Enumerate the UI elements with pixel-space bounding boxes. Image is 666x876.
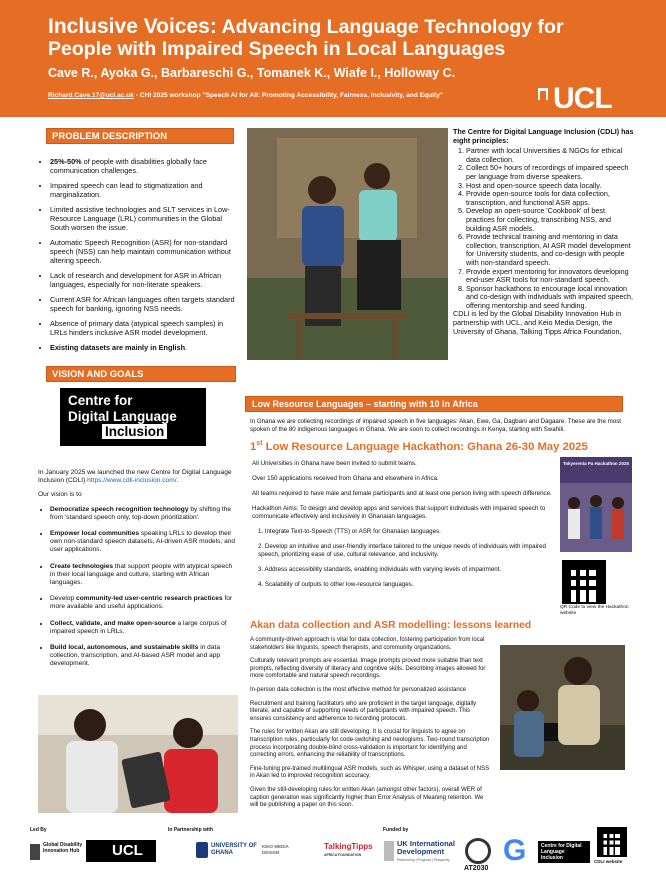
problem-item-bold: 25%-50% — [50, 157, 82, 166]
vision-item-text: by shifting the from 'standard speech only, top-down prioritization'. — [50, 505, 232, 521]
author-list: Cave R., Ayoka G., Barbareschi G., Tomanek K., Wiafe I., Holloway C. — [48, 66, 456, 80]
participants-photo — [247, 128, 448, 360]
lrl-intro: In Ghana we are collecting recordings of impaired speech in five languages: Akan, Ewe, Ga, Dagbani and Dagaare. These are the most spoken of the 80 indigenous languages in Ghana. We are soon to collect recordings in Kenya, starting with Swahili. — [250, 418, 622, 433]
vision-item — [50, 563, 238, 588]
vision-item — [50, 530, 238, 555]
gdi-logo-icon — [30, 844, 40, 860]
hackathon-aim: 3. Address accessibility standards, enabling individuals with varying levels of impairment. — [258, 566, 502, 573]
principles-footer: CDLI is led by the Global Disability Innovation Hub in partnership with UCL, and Keio Media Design, the University of Ghana, Talking Tipps Africa Foundation, — [453, 309, 622, 336]
training-photo — [38, 695, 238, 813]
hackathon-title-sup: st — [256, 440, 263, 447]
hackathon-aim: 2. Develop an intuitive and user-friendly interface tailored to the unique needs of individuals with impaired speech, prioritizing ease of use, cultural relevance, and inclusivity. — [258, 543, 546, 558]
principles-heading: The Centre for Digital Language Inclusion (CDLI) has eight principles: — [453, 127, 634, 145]
hackathon-title-rest: Low Resource Language Hackathon: Ghana 26-30 May 2025 — [262, 440, 588, 453]
cdli-footer-logo-bg — [538, 841, 590, 863]
workshop-text: - CHI 2025 workshop "Speech AI for All: Promoting Accessibility, Fairness, Inclusivity, and Equity" — [133, 92, 443, 99]
problem-item-text: Lack of research and development for ASR in African languages, especially for non-literate speakers. — [50, 271, 222, 289]
hackathon-photo-art — [560, 483, 632, 552]
vision-item — [50, 506, 238, 522]
keio-logo: KEIO MEDIA DESIGN — [262, 844, 289, 855]
hackathon-photo — [560, 457, 632, 552]
problem-item — [50, 205, 240, 232]
talkingtipps-logo: TalkingTipps — [324, 842, 373, 851]
participants-photo-art — [247, 128, 448, 360]
problem-item — [50, 319, 240, 337]
cdli-qr-caption: CDLI website — [594, 859, 623, 864]
ucl-footer-logo: UCL — [112, 842, 143, 859]
problem-item — [50, 295, 240, 313]
hackathon-photo-caption: Tokyerenta Pa Hackathon 2025 — [563, 461, 629, 466]
cdli-link[interactable]: https://www.cdli-inclusion.com/ — [87, 477, 177, 485]
hackathon-title-num: 1 — [250, 440, 257, 453]
akan-paragraph: Culturally relevant prompts are essential. Image prompts proved more suitable than text prompts, reflecting diversity of literacy and cognitive skills. Describing images allowed for more comfortable and natural speech recordings. — [250, 658, 486, 680]
akan-paragraph: Fine-tuning pre-trained multilingual ASR models, such as Whisper, using a dataset of NSS in Akan led to improved recognition accuracy. — [250, 765, 490, 780]
principle-item: 7. Provide expert mentoring for innovators developing end-user ASR tools for non-standard speech. — [466, 268, 635, 285]
vision-item-bold: Build local, autonomous, and sustainable skills — [50, 644, 199, 652]
cdli-principles — [453, 128, 635, 336]
ucl-logo: UCL — [553, 82, 612, 115]
vision-item — [50, 595, 238, 611]
cdli-logo-line1: Centre for — [68, 393, 133, 408]
vision-item-bold: Create technologies — [50, 562, 114, 570]
akan-body — [250, 637, 490, 816]
vision-intro — [38, 469, 238, 485]
training-photo-art — [38, 695, 238, 813]
akan-paragraph: Recruitment and training facilitators who are proficient in the target language, digitally literate, and capable of supporting needs of participants with impaired speech. This ensures consistency and adherence to recording protocols. — [250, 700, 477, 722]
hackathon-p2: Over 150 applications received from Ghana and elsewhere in Africa. — [252, 475, 439, 482]
problem-item-text: of people with disabilities globally face communication challenges. — [50, 157, 207, 175]
hackathon-qr-code[interactable] — [562, 560, 606, 604]
hackathon-p1: All Universities in Ghana have been invited to submit teams. — [252, 460, 417, 467]
ukid-sub: Partnership | Progress | Prosperity — [397, 858, 450, 862]
vision-heading: VISION AND GOALS — [46, 366, 236, 382]
problem-item-text: Absence of primary data (atypical speech samples) in LRLs hinders inclusive ASR model development. — [50, 319, 224, 337]
poster-title — [48, 16, 608, 60]
ghana-crest-icon — [196, 842, 208, 858]
cdli-footer-logo: Centre for Digital Language Inclusion — [541, 843, 582, 861]
lrl-heading: Low Resource Languages – starting with 10 in Africa — [245, 396, 623, 412]
vision-list — [50, 506, 238, 669]
vision-text — [38, 469, 238, 677]
ukid-crest-icon — [384, 841, 394, 861]
vision-intro-end: . — [176, 477, 179, 485]
problem-item-text: . — [185, 343, 188, 352]
problem-item-text: Limited assistive technologies and SLT services in Low-Resource Language (LRL) communities in the Global South worsen the issue. — [50, 205, 230, 232]
vision-item — [50, 644, 238, 669]
problem-list — [38, 157, 240, 358]
cdli-logo-line2: Digital Language — [68, 408, 177, 424]
vision-item-text: that support people with atypical speech in their local language and culture, starting with African languages. — [50, 562, 233, 587]
ucl-portico-icon — [538, 88, 548, 100]
vision-item-bold: Collect, validate, and make open-source — [50, 619, 176, 627]
gdi-logo: Global Disability Innovation Hub — [43, 842, 83, 854]
recording-photo-art — [500, 645, 625, 770]
hackathon-body — [252, 460, 552, 596]
vision-item-pre: Develop — [50, 595, 77, 603]
principle-item: 8. Sponsor hackathons to encourage local innovation and co-design with individuals with impaired speech, offering mentorship and seed funding. — [466, 285, 635, 311]
ucl-footer-logo-bg — [86, 840, 156, 862]
hackathon-p4: Hackathon Aims: To design and develop apps and services that support individuals with impaired speech to communicate effectively and inclusively in Ghanaian languages. — [252, 505, 546, 520]
principle-item: 6. Provide technical training and mentoring in data collection, transcription, AI ASR model development for University students, and co-design with people with non-standard speech. — [466, 233, 635, 267]
partnership-label: In Partnership with — [168, 827, 214, 833]
problem-item — [50, 157, 240, 175]
problem-item — [50, 181, 240, 199]
problem-item-text: Impaired speech can lead to stigmatization and marginalization. — [50, 181, 203, 199]
principles-list — [466, 147, 635, 310]
hackathon-aim: 1. Integrate Text-to-Speech (TTS) or ASR for Ghanaian languages. — [258, 528, 441, 535]
akan-paragraph: In-person data collection is the most effective method for personalized assistance — [250, 686, 467, 693]
problem-heading: PROBLEM DESCRIPTION — [46, 128, 234, 144]
vision-intro-text: In January 2025 we launched the new Centre for Digital Language Inclusion (CDLI) — [38, 469, 232, 485]
problem-item-bold: Existing datasets are mainly in English — [50, 343, 186, 352]
led-by-label: Led By — [30, 827, 47, 833]
akan-heading: Akan data collection and ASR modelling: lessons learned — [250, 620, 532, 631]
vision-item-text: speaking LRLs to develop their own non-standard speech datasets, AI-driven ASR models, and user applications. — [50, 530, 236, 554]
vision-item — [50, 620, 238, 636]
principle-item: 5. Develop an open-source 'Cookbook' of best practices for collecting, transcribing NSS, and building ASR models. — [466, 207, 635, 233]
akan-paragraph: The rules for written Akan are still developing. It is crucial for linguists to agree on transcription rules, particularly for code-switching and neologisms. Two-round transcription process incorporating double-blind cross-validation is important for identifying and correcting errors, enhancing the reliability of transcriptions. — [250, 729, 490, 759]
at2030-logo: AT2030 — [464, 865, 489, 872]
hackathon-aims — [258, 528, 552, 589]
recording-photo — [500, 645, 625, 770]
google-logo: G — [503, 834, 527, 867]
title-lead: Inclusive Voices: — [48, 15, 217, 38]
cdli-logo-line3: Inclusion — [102, 424, 167, 439]
cdli-qr-code[interactable] — [597, 827, 627, 857]
problem-item — [50, 343, 240, 352]
header-banner — [0, 0, 666, 117]
principle-item: 3. Host and open-source speech data locally. — [466, 182, 635, 191]
principle-item: 1. Partner with local Universities & NGOs for ethical data collection. — [466, 147, 635, 164]
principle-item: 4. Provide open-source tools for data collection, transcription, and functional ASR apps. — [466, 190, 635, 207]
vision-item-text: for more available and useful applications. — [50, 595, 233, 611]
ukid-logo: UK International Development — [397, 839, 455, 856]
funded-label: Funded by — [383, 827, 409, 833]
hackathon-qr-caption: QR Code to view the Hackathon website — [560, 605, 629, 616]
vision-item-text: in data collection, transcription, and AI-based ASR model and app development. — [50, 644, 221, 668]
ghana-logo: UNIVERSITY OF GHANA — [211, 843, 257, 856]
problem-item — [50, 238, 240, 265]
problem-item-text: Current ASR for African languages often targets standard speech for banking, ignoring NSS needs. — [50, 295, 235, 313]
vision-item-bold: Empower local communities — [50, 530, 140, 538]
vision-lead: Our vision is to — [38, 491, 82, 499]
vision-item-bold: Democratize speech recognition technology — [50, 505, 189, 513]
sponsor-footer — [0, 822, 666, 876]
title-rest: Advancing Language Technology for People with Impaired Speech in Local Languages — [48, 16, 564, 60]
vision-item-bold: community-led user-centric research practices — [76, 595, 223, 603]
principle-item: 2. Collect 50+ hours of recordings of impaired speech per language from diverse speakers. — [466, 164, 635, 181]
hackathon-p3: All teams required to have male and female participants and at least one person living with speech difference. — [252, 490, 552, 497]
problem-item-text: Automatic Speech Recognition (ASR) for non-standard speech (NSS) can help maintain communication without altering speech. — [50, 238, 231, 265]
akan-paragraph: Given the still-developing rules for written Akan (amongst other factors), overall WER of caption generation was significantly higher than Error Analysis of Meaning retention. We will be publishing a paper on this soon. — [250, 786, 484, 809]
talkingtipps-sub: AFRICA FOUNDATION — [324, 853, 362, 857]
at2030-icon — [465, 838, 491, 864]
hackathon-aim: 4. Scalability of outputs to other low-resource languages. — [258, 581, 414, 588]
contact-line — [48, 92, 443, 99]
email-link[interactable]: Richard.Cave.17@ucl.ac.uk — [48, 92, 134, 99]
akan-paragraph: A community-driven approach is vital for data collection, fostering participation from local stakeholders like linguists, speech therapists, and community organizations. — [250, 637, 485, 651]
vision-item-text: a large corpus of impaired speech in LRLs. — [50, 619, 227, 635]
problem-item — [50, 271, 240, 289]
hackathon-title — [250, 440, 588, 453]
cdli-logo — [60, 388, 206, 446]
